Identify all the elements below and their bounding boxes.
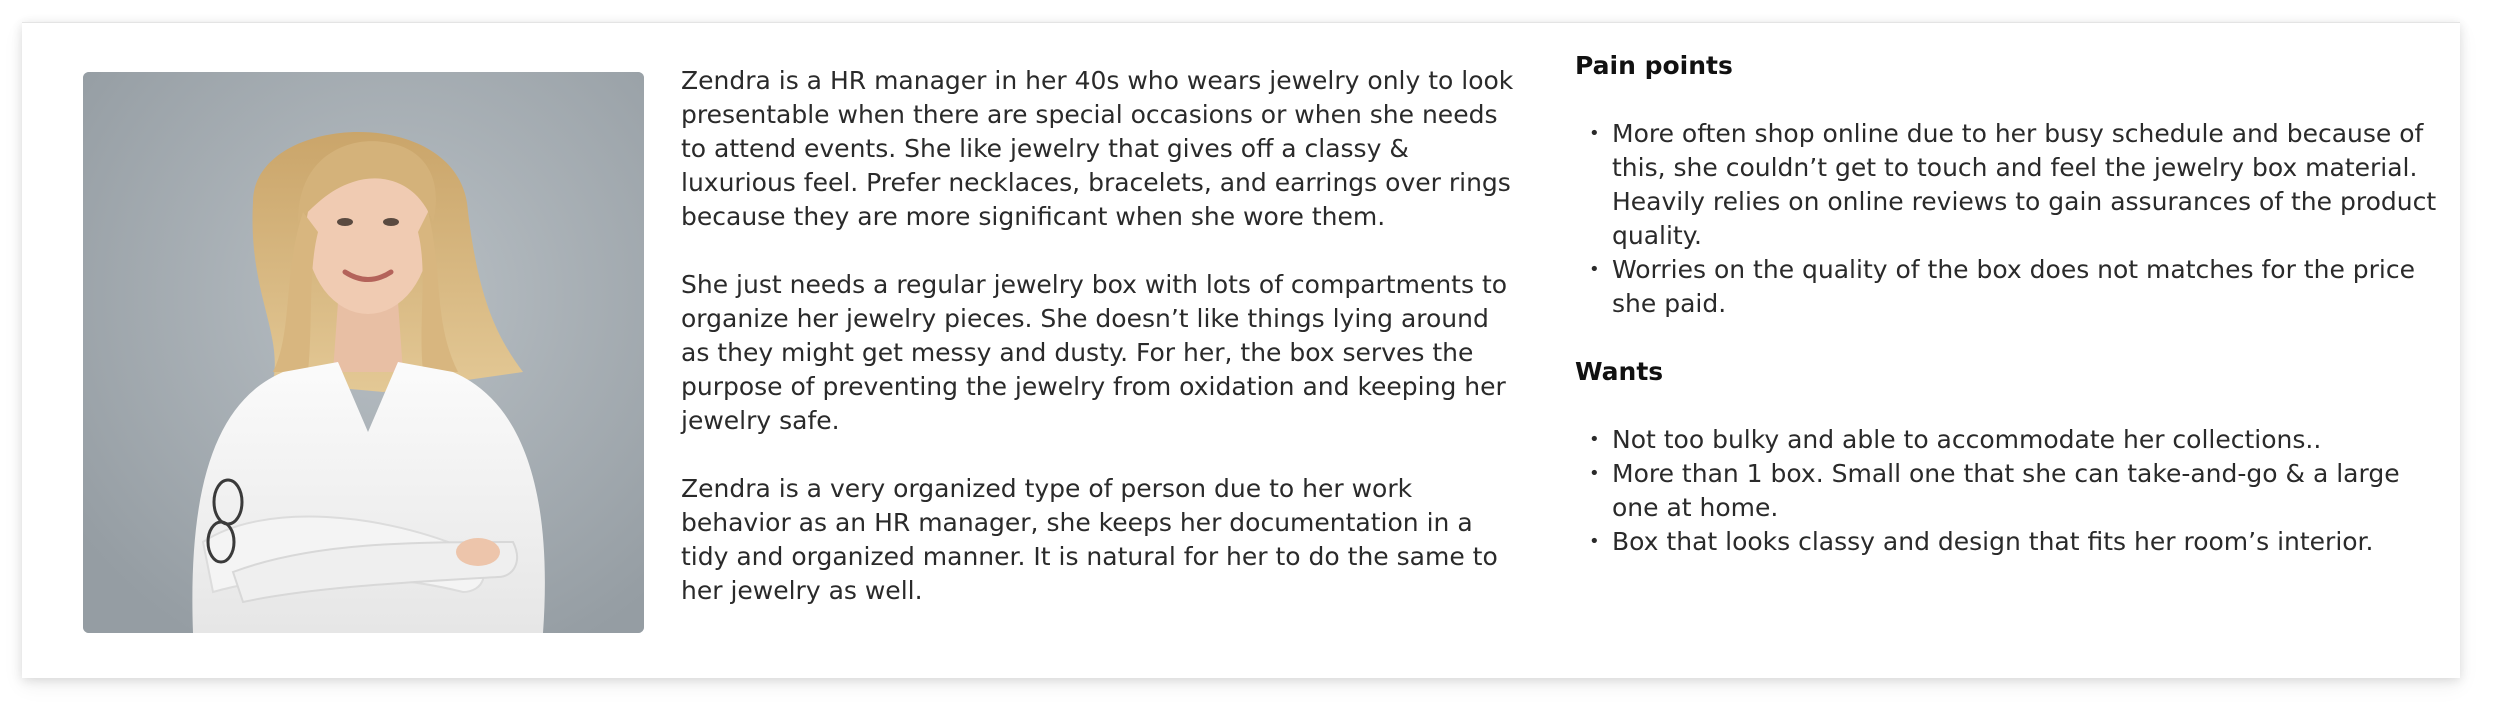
- list-item: [1575, 117, 2445, 253]
- bullet-icon: •: [1589, 531, 1600, 552]
- pain-points-heading: Pain points: [1575, 51, 1733, 80]
- want-text: More than 1 box. Small one that she can take-and-go & a large one at home.: [1612, 459, 2400, 522]
- persona-photo: [83, 72, 644, 633]
- list-item: [1575, 525, 2445, 559]
- bio-paragraph: Zendra is a HR manager in her 40s who wears jewelry only to look presentable when there are special occasions or when she needs to attend events. She like jewelry that gives off a classy & luxurious feel. Prefer necklaces, bracelets, and earrings over rings because they are more significant when she wore them.: [681, 66, 1514, 231]
- bio-paragraph: Zendra is a very organized type of person due to her work behavior as an HR manager, she keeps her documentation in a tidy and organized manner. It is natural for her to do the same to her jewelry as well.: [681, 474, 1498, 605]
- bullet-icon: •: [1589, 123, 1600, 144]
- list-item: [1575, 253, 2445, 321]
- pain-point-text: Worries on the quality of the box does not matches for the price she paid.: [1612, 255, 2415, 318]
- list-item: [1575, 457, 2445, 525]
- wants-list: [1575, 423, 2445, 559]
- pain-points-list: [1575, 117, 2445, 321]
- persona-bio: [681, 64, 1521, 642]
- persona-needs-column: [1575, 49, 2445, 593]
- wants-heading: Wants: [1575, 357, 1664, 386]
- pain-point-text: More often shop online due to her busy schedule and because of this, she couldn’t get to touch and feel the jewelry box material. Heavily relies on online reviews to gain assurances of the product quality.: [1612, 119, 2437, 250]
- bullet-icon: •: [1589, 463, 1600, 484]
- bullet-icon: •: [1589, 259, 1600, 280]
- persona-card: [22, 22, 2460, 678]
- list-item: [1575, 423, 2445, 457]
- want-text: Box that looks classy and design that fits her room’s interior.: [1612, 527, 2374, 556]
- bio-paragraph: She just needs a regular jewelry box with lots of compartments to organize her jewelry pieces. She doesn’t like things lying around as they might get messy and dusty. For her, the box serves the purpose of preventing the jewelry from oxidation and keeping her jewelry safe.: [681, 270, 1508, 435]
- bullet-icon: •: [1589, 429, 1600, 450]
- want-text: Not too bulky and able to accommodate her collections..: [1612, 425, 2322, 454]
